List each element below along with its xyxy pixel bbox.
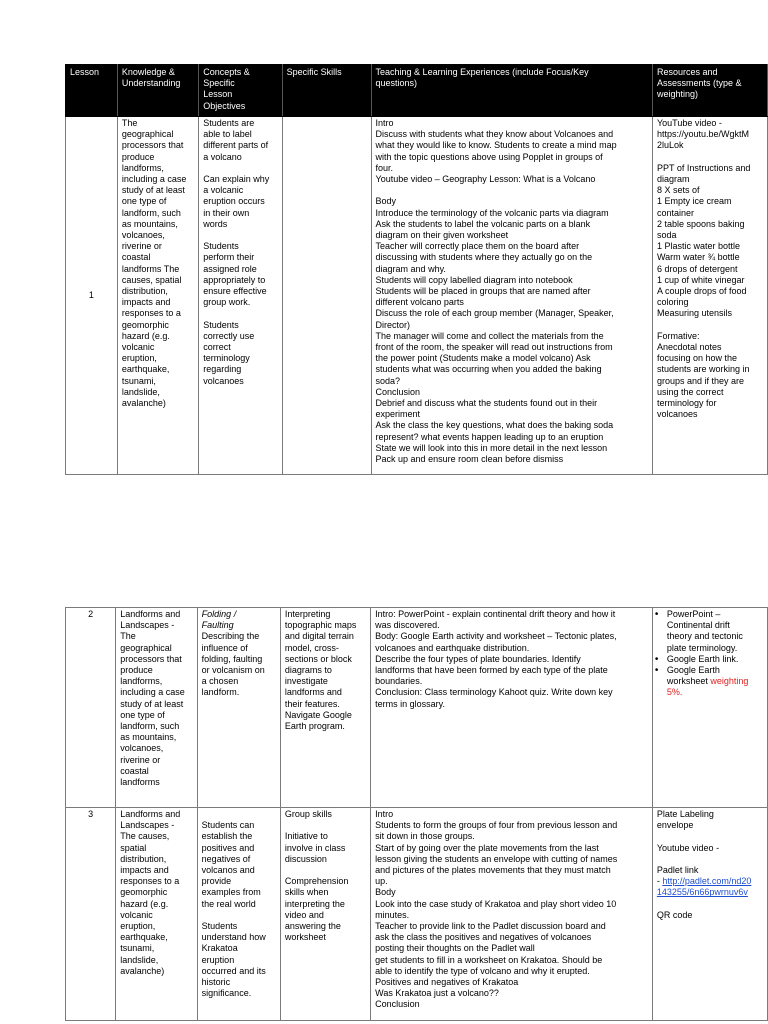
text-line: The [120,631,136,642]
text-line: ask the class the positives and negatives of volcanoes [375,932,592,943]
text-line: students what was occurring when you added the baking [375,364,602,375]
text-line: with the topic questions above using Popplet in groups of [375,151,603,162]
text-line: volcanos and [201,865,255,875]
text-line: soda [656,230,677,241]
text-line: The [121,118,138,128]
resources-cell [652,117,767,475]
text-line: answering the [284,921,341,931]
text-line: including a case [120,687,185,698]
text-line: Interpreting [284,609,331,619]
text-line: folding, faulting [201,653,263,664]
text-line: soda? [375,375,401,386]
text-line: produce [121,151,155,162]
text-line: Body [375,196,397,207]
weighting-label: weighting [710,676,749,687]
resource-item [657,654,763,665]
text-line: produce [120,665,153,676]
text-line: spatial [120,842,147,853]
text-line: represent? what events happen leading up to an eruption [375,431,604,442]
text-line: Students [203,241,239,252]
text-line: volcanoes and earthquake distribution. [375,642,530,653]
text-line: tsunami, [121,375,156,386]
text-line: terminology for [656,398,717,409]
text-line [657,831,763,842]
text-line: weighting) [656,89,699,100]
text-line: Look into the case study of Krakatoa and play short video 10 [375,898,617,909]
text-line [285,865,366,876]
text-line [657,854,763,865]
text-line: geomorphic [121,319,169,330]
text-line: Teacher to provide link to the Padlet discussion board and [375,921,606,932]
text-line: volcanic [121,342,155,353]
text-line: understand how [201,932,266,943]
text-line: Students [201,921,238,931]
text-line: volcanoes [656,409,698,420]
text-line: Anecdotal notes [656,342,722,353]
text-line: up. [375,876,388,887]
text-line: responses to a [121,308,181,319]
text-line: Describe the four types of plate boundaries. Identify [375,653,581,664]
text-line: the power point (Students make a model volcano) Ask [375,353,591,364]
text-line: Ask the students to label the volcanic parts on a blank [375,218,591,229]
text-line: YouTube video - [656,118,722,128]
text-line: 2luLok [656,140,684,151]
text-line: Concepts & [203,67,250,77]
text-line: different parts of [203,140,269,151]
text-line: Intro [375,118,394,128]
text-line [285,820,366,831]
text-line: Warm water ¾ bottle [656,252,740,263]
text-line: landslide, [121,386,160,397]
text-line: using the correct [656,386,724,397]
text-line: Intro: PowerPoint - explain continental drift theory and how it [375,609,616,619]
text-line: what they would like to know. Students to create a mind map [375,140,617,151]
table-header-row [66,65,768,117]
text-line: Students will be placed in groups that are named after [375,286,591,297]
text-line: was discovered. [375,620,440,631]
header-skills: Specific Skills [282,65,371,117]
text-line: Students are [203,118,255,128]
text-line [657,899,763,910]
text-line: earthquake, [120,932,168,943]
text-line: Initiative to [284,831,328,842]
text-line: sections or block [284,653,352,664]
text-line [203,163,277,174]
text-line: significance. [201,988,252,999]
text-line: State we will look into this in more detail in the next lesson [375,442,608,453]
header-resources [652,65,767,117]
text-line: a chosen [201,676,239,687]
text-line: or volcanism on [201,665,265,676]
text-line: 1 cup of white vinegar [656,274,745,285]
text-line: as mountains, [120,732,177,743]
text-line: sit down in those groups. [375,831,475,842]
text-line: distribution, [120,853,167,864]
text-line: landforms, [120,676,163,687]
text-line: Group skills [284,809,332,819]
text-line: Padlet link [656,864,699,875]
resources-cell: Plate Labeling envelope Youtube video - Padlet link - http://padlet.com/nd20 143255/6n66pwrnuv6v QR code [652,808,767,1021]
text-line: QR code [656,909,693,920]
text-line: provide [201,876,232,887]
text-line: Describing the [201,631,260,642]
lesson-row-1 [66,117,768,475]
text-line: influence of [201,642,248,653]
text-line: a volcanic [203,185,244,196]
resources-cell [652,608,767,808]
lesson-row-3 [66,808,768,1021]
text-line: eruption occurs [203,196,265,207]
text-line: theory and tectonic [666,631,743,642]
text-line: Comprehension [284,876,349,887]
text-line: Youtube video – Geography Lesson: What is a Volcano [375,174,596,185]
text-line: Students to form the groups of four from previous lesson and [375,820,618,831]
skills-cell [280,808,370,1021]
text-line: Teaching & Learning Experiences (include Focus/Key [375,67,589,77]
concepts-cell [197,808,280,1021]
text-line: correct [203,342,231,353]
text-line: discussion [284,853,327,864]
text-line: video and [284,909,324,920]
teaching-cell [371,808,653,1021]
text-line: landslide, [120,954,159,965]
text-line: study of at least [120,698,184,709]
text-line: and pictures of the plates movements that they must match [375,865,611,876]
text-line: A couple drops of food [656,286,747,297]
text-line: The manager will come and collect the materials from the [375,330,604,341]
text-line: Students will copy labelled diagram into notebook [375,274,573,285]
lesson-row-2 [66,608,768,808]
resources-text [657,899,763,921]
text-line: Debrief and discuss what the students found out in their [375,398,598,409]
text-line: volcanoes, [121,230,165,241]
text-line: responses to a [120,876,180,887]
header-knowledge [117,65,198,117]
text-line: students are working in [656,364,750,375]
text-line: • Google Earth link. [666,653,739,664]
concepts-title [202,609,276,631]
text-line: avalanche) [120,965,165,976]
text-line: Landscapes - [120,620,175,631]
text-line: Body [375,887,396,898]
text-line: diagrams to [284,665,332,676]
text-line: geographical [120,642,172,653]
text-line: focusing on how the [656,353,738,364]
text-line: as mountains, [121,218,178,229]
resources-text [657,809,763,876]
text-line [203,230,277,241]
text-line: boundaries. [375,676,423,687]
text-line: hazard (e.g. [120,898,169,909]
text-line: perform their [203,252,255,263]
text-line: study of at least [121,185,185,196]
knowledge-cell [117,117,198,475]
concepts-text [202,631,276,698]
text-line: positives and [201,842,255,853]
text-line: one type of [121,196,167,207]
text-line: terminology [203,353,250,364]
text-line: plate terminology. [666,642,738,653]
text-line: Students can [201,820,255,831]
text-line: Landforms and [120,809,181,819]
header-lesson: Lesson [66,65,118,117]
text-line: eruption [201,954,235,965]
text-line: coloring [656,297,689,308]
text-line: eruption, [120,921,156,932]
text-line: Navigate Google [284,709,352,720]
text-line: Resources and [656,67,718,77]
text-line: Folding / [201,609,237,619]
text-line: 1 Plastic water bottle [656,241,741,252]
text-line: coastal [120,765,149,776]
skills-cell [280,608,370,808]
resources-list [657,609,763,699]
text-line: Pack up and ensure room clean before dismiss [375,454,564,465]
text-line: Director) [375,319,411,330]
text-line [657,152,763,163]
text-line: volcanoes, [120,743,164,754]
padlet-link[interactable]: 143255/6n66pwrnuv6v [656,887,748,898]
resource-item [657,609,763,654]
text-line: groups and if they are [656,375,745,386]
text-line: Measuring utensils [656,308,733,319]
text-line [202,910,276,921]
lesson-plan-table-1 [65,64,768,475]
text-line: Knowledge & [121,67,175,77]
text-line: minutes. [375,909,410,920]
text-line: https://youtu.be/WgktM [656,129,750,140]
text-line: Objectives [203,100,246,111]
text-line: volcanic [120,909,153,920]
lesson-number: 1 [66,117,118,475]
text-line: diagram on their given worksheet [375,230,509,241]
text-line: avalanche) [121,398,166,409]
text-line: • PowerPoint – [666,609,721,619]
teaching-cell [371,608,653,808]
text-line: Can explain why [203,174,270,184]
text-line: questions) [375,78,418,89]
text-line: tsunami, [120,943,155,954]
weighting-value: 5%. [666,687,683,698]
text-line: a volcano [203,151,242,162]
text-line: Krakatoa [201,943,238,954]
text-line: regarding [203,364,242,375]
text-line: experiment [375,409,421,420]
text-line: earthquake, [121,364,170,375]
text-line: riverine or [121,241,162,252]
text-line: front of the room, the speaker will read out instructions from [375,342,613,353]
concepts-cell [197,608,280,808]
text-line: Ask the class the key questions, what does the baking soda [375,420,614,431]
text-line: Formative: [656,330,700,341]
text-line [657,320,763,331]
text-line: riverine or [120,754,161,765]
text-line: ensure effective [203,286,267,297]
text-line: landforms [120,777,160,788]
text-line: model, cross- [284,642,339,653]
text-line: posting their thoughts on the Padlet wall [375,943,535,954]
text-line: 8 X sets of [656,185,700,196]
text-line: landform, such [121,207,181,218]
text-line: words [203,218,228,229]
text-line: Assessments (type & [656,78,742,89]
text-line: landforms, [121,162,164,173]
text-line: terms in glossary. [375,698,446,709]
text-line: investigate [284,676,328,687]
text-line: Continental drift [666,620,730,631]
concepts-cell [199,117,282,475]
text-line: and digital terrain [284,631,354,642]
text-line: the real world [201,898,256,909]
text-line: Intro [375,809,394,819]
text-line: including a case [121,174,187,185]
text-line [376,185,648,196]
text-line: different volcano parts [375,297,464,308]
text-line: geographical [121,129,174,140]
text-line: involve in class [284,842,346,853]
text-line: landforms The [121,263,180,274]
text-line: The causes, [120,831,170,842]
text-line: interpreting the [284,898,345,909]
text-line: PPT of Instructions and [656,162,751,173]
text-line: Teacher will correctly place them on the board after [375,241,580,252]
text-line: in their own [203,207,250,218]
text-line: hazard (e.g. [121,330,170,341]
text-line: Landforms and [120,609,181,619]
text-line: landforms and [284,687,342,698]
lesson-plan-table-2 [65,607,768,1021]
text-line: volcanoes [203,375,244,386]
text-line: Introduce the terminology of the volcanic parts via diagram [375,207,609,218]
text-line: landform. [201,687,240,698]
text-line: envelope [656,820,694,831]
text-line: Faulting [201,620,234,631]
text-line: 6 drops of detergent [656,263,738,274]
header-concepts [199,65,282,117]
text-line: distribution, [121,286,168,297]
lesson-number: 3 [66,808,116,1021]
text-line: geomorphic [120,887,168,898]
text-line: Body: Google Earth activity and worksheet – Tectonic plates, [375,631,617,642]
text-line: historic [201,977,231,988]
text-line: Start of by going over the plate movements from the last [375,842,599,853]
knowledge-cell [116,608,197,808]
text-line: landform, such [120,721,180,732]
text-line: discussing with students where they actually go on the [375,252,593,263]
text-line: causes, spatial [121,274,182,285]
skills-cell [282,117,371,475]
text-line: establish the [201,831,253,842]
text-line: examples from [201,887,261,898]
text-line: coastal [121,252,151,263]
text-line: 2 table spoons baking [656,218,745,229]
text-line: correctly use [203,330,255,341]
text-line: processors that [121,140,184,151]
teaching-cell [371,117,652,475]
header-teaching [371,65,652,117]
text-line: Specific [203,78,235,89]
text-line [202,809,276,820]
text-line: eruption, [121,353,157,364]
text-line: Conclusion: Class terminology Kahoot quiz. Write down key [375,687,613,698]
text-line: four. [375,162,394,173]
text-line: able to label [203,129,252,140]
text-line: lesson giving the students an envelope with cutting of names [375,853,618,864]
text-line: Was Krakatoa just a volcano?? [375,988,499,999]
text-line: impacts and [120,865,169,876]
text-line: diagram and why. [375,263,446,274]
text-line: get students to fill in a worksheet on Krakatoa. Should be [375,954,603,965]
text-line: container [656,207,695,218]
text-line: able to identify the type of volcano and why it erupted. [375,965,590,976]
knowledge-cell [116,808,197,1021]
text-line: one type of [120,709,165,720]
text-line: worksheet [284,932,326,943]
text-line: skills when [284,887,329,898]
text-line: occurred and its [201,965,266,976]
text-line: Landscapes - [120,820,175,831]
text-line: diagram [656,174,690,184]
resource-item: • Google Earth worksheet weighting 5%. [657,665,763,699]
text-line: Lesson [203,89,233,100]
text-line: processors that [120,653,182,664]
text-line: negatives of [201,853,251,864]
text-line: appropriately to [203,274,266,285]
text-line [203,308,277,319]
text-line: Plate Labeling [656,809,714,819]
text-line: Earth program. [284,721,345,732]
text-line: assigned role [203,263,257,274]
text-line: Youtube video - [656,842,720,853]
text-line: Conclusion [375,386,421,397]
text-line: Conclusion [375,999,420,1010]
text-line: landforms that have been formed by each type of the plate [375,665,608,676]
text-line: Understanding [121,78,181,89]
text-line: 1 Empty ice cream [656,196,732,207]
lesson-number: 2 [66,608,116,808]
text-line: group work. [203,297,251,308]
text-line: Students [203,319,239,330]
text-line: their features. [284,698,340,709]
padlet-link[interactable]: http://padlet.com/nd20 [662,876,752,887]
text-line: impacts and [121,297,171,308]
text-line: Discuss the role of each group member (Manager, Speaker, [375,308,614,319]
text-line: topographic maps [284,620,357,631]
text-line: Discuss with students what they know about Volcanoes and [375,129,614,140]
text-line: Positives and negatives of Krakatoa [375,977,519,988]
